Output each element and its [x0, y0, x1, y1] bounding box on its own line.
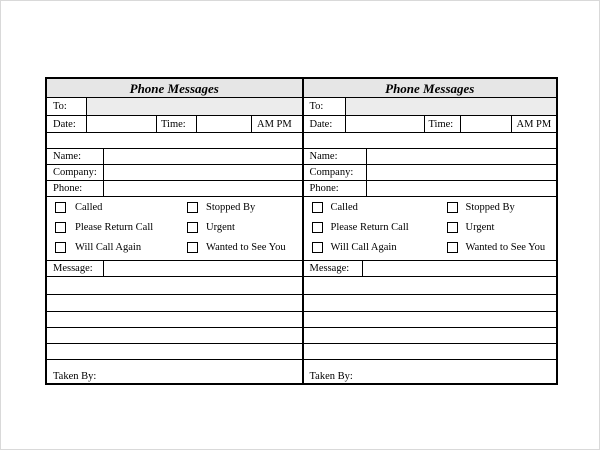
urgent-checkbox[interactable] — [187, 222, 198, 233]
phone-field[interactable] — [104, 181, 302, 196]
stopped-by-checkbox[interactable] — [187, 202, 198, 213]
stopped-by-label: Stopped By — [465, 202, 515, 213]
to-row — [304, 98, 557, 116]
message-line[interactable] — [47, 277, 302, 295]
company-field[interactable] — [367, 165, 557, 180]
date-time-row — [304, 116, 557, 133]
wanted-to-see-you-checkbox[interactable] — [447, 242, 458, 253]
divider — [424, 116, 425, 132]
called-checkbox[interactable] — [55, 202, 66, 213]
name-field[interactable] — [367, 149, 557, 164]
date-label: Date: — [309, 119, 333, 130]
urgent-label: Urgent — [465, 222, 495, 233]
stopped-by-label: Stopped By — [206, 202, 256, 213]
message-label: Message: — [53, 263, 93, 274]
message-line[interactable] — [304, 312, 557, 328]
company-label: Company: — [53, 167, 97, 178]
company-label: Company: — [309, 167, 354, 178]
message-field[interactable] — [104, 261, 302, 276]
to-field[interactable] — [87, 98, 302, 115]
company-row — [47, 165, 302, 181]
wanted-to-see-you-checkbox[interactable] — [187, 242, 198, 253]
phone-message-card-right — [302, 79, 557, 383]
message-line[interactable] — [47, 312, 302, 328]
message-label: Message: — [309, 263, 350, 274]
will-call-again-checkbox[interactable] — [312, 242, 323, 253]
wanted-to-see-you-label: Wanted to See You — [465, 242, 546, 253]
company-field[interactable] — [104, 165, 302, 180]
called-label: Called — [75, 202, 103, 213]
to-field[interactable] — [346, 98, 557, 115]
message-row — [304, 261, 557, 277]
will-call-again-label: Will Call Again — [330, 242, 397, 253]
divider — [156, 116, 157, 132]
spacer-row — [304, 133, 557, 149]
company-row — [304, 165, 557, 181]
name-row — [47, 149, 302, 165]
name-field[interactable] — [104, 149, 302, 164]
date-field[interactable] — [346, 116, 424, 132]
phone-row — [304, 181, 557, 197]
message-field[interactable] — [363, 261, 557, 276]
please-return-call-checkbox[interactable] — [55, 222, 66, 233]
to-row — [47, 98, 302, 116]
card-title: Phone Messages — [47, 79, 302, 98]
date-time-row — [47, 116, 302, 133]
phone-label: Phone: — [309, 183, 339, 194]
phone-message-card-left — [47, 79, 302, 383]
please-return-call-label: Please Return Call — [75, 222, 154, 233]
will-call-again-checkbox[interactable] — [55, 242, 66, 253]
phone-label: Phone: — [53, 183, 83, 194]
name-label: Name: — [53, 151, 81, 162]
taken-by-label: Taken By: — [53, 371, 97, 382]
phone-field[interactable] — [367, 181, 557, 196]
called-label: Called — [330, 202, 358, 213]
name-label: Name: — [309, 151, 338, 162]
message-line[interactable] — [304, 277, 557, 295]
phone-row — [47, 181, 302, 197]
please-return-call-label: Please Return Call — [330, 222, 409, 233]
message-line[interactable] — [47, 328, 302, 344]
time-label: Time: — [428, 119, 454, 130]
will-call-again-label: Will Call Again — [75, 242, 142, 253]
message-line[interactable] — [47, 344, 302, 360]
checkbox-section — [47, 197, 302, 261]
divider — [251, 116, 252, 132]
stopped-by-checkbox[interactable] — [447, 202, 458, 213]
wanted-to-see-you-label: Wanted to See You — [206, 242, 286, 253]
to-label: To: — [53, 101, 67, 112]
divider — [511, 116, 512, 132]
date-field[interactable] — [87, 116, 156, 132]
urgent-label: Urgent — [206, 222, 235, 233]
card-title: Phone Messages — [304, 79, 557, 98]
am-pm-label: AM PM — [257, 119, 292, 130]
message-line[interactable] — [304, 328, 557, 344]
time-field[interactable] — [197, 116, 251, 132]
spacer-row — [47, 133, 302, 149]
time-label: Time: — [161, 119, 186, 130]
time-field[interactable] — [461, 116, 511, 132]
message-line[interactable] — [304, 344, 557, 360]
am-pm-label: AM PM — [516, 119, 552, 130]
to-label: To: — [309, 101, 324, 112]
please-return-call-checkbox[interactable] — [312, 222, 323, 233]
message-row — [47, 261, 302, 277]
phone-message-form — [45, 77, 558, 385]
message-line[interactable] — [47, 295, 302, 312]
date-label: Date: — [53, 119, 76, 130]
message-line[interactable] — [304, 295, 557, 312]
taken-by-label: Taken By: — [309, 371, 353, 382]
urgent-checkbox[interactable] — [447, 222, 458, 233]
called-checkbox[interactable] — [312, 202, 323, 213]
checkbox-section — [304, 197, 557, 261]
name-row — [304, 149, 557, 165]
